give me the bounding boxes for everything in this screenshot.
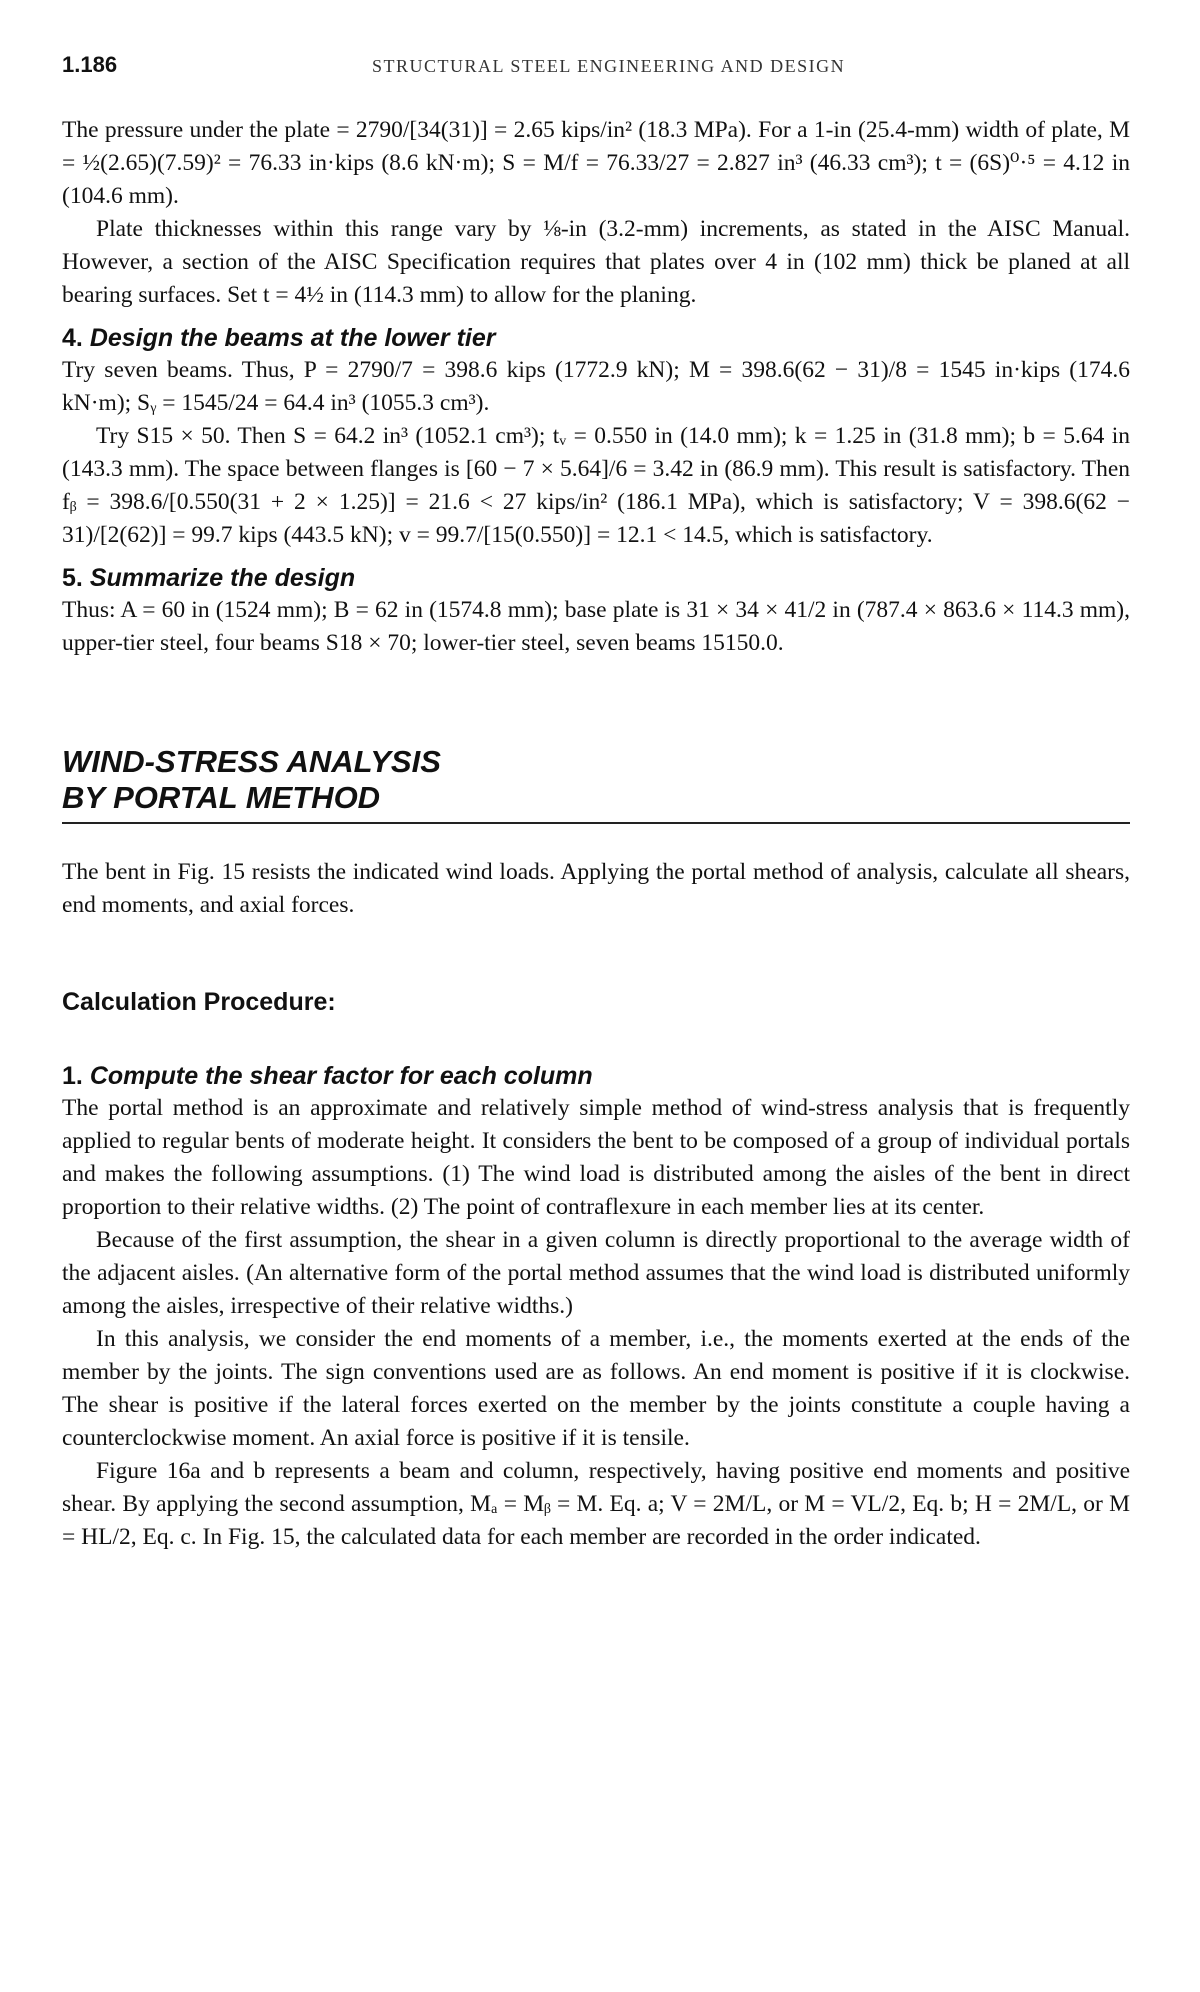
paragraph-sign-conventions: In this analysis, we consider the end moments of a member, i.e., the moments exerted at the ends of the member by the joints. The sign conventions used are as follows. An end moment is positive if it is clockwise. The shear is positive if the lateral forces exerted on the member by the joints constitute a couple having a counterclockwise moment. An axial force is positive if it is tensile. — [62, 1326, 1130, 1451]
step-4-number: 4. — [62, 324, 83, 352]
calculation-procedure-heading: Calculation Procedure: — [62, 988, 336, 1016]
paragraph-shear-proportion: Because of the first assumption, the shear in a given column is directly proportional to the average width of the adjacent aisles. (An alternative form of the portal method assumes that the wind load is distributed uniformly among the aisles, irrespective of their relative widths.) — [62, 1227, 1130, 1319]
procedure-step-1-title: Compute the shear factor for each column — [89, 1062, 593, 1090]
paragraph-plate-thickness: Plate thicknesses within this range vary by ⅛-in (3.2-mm) increments, as stated in the AISC Manual. However, a section of the AISC Specification requires that plates over 4 in (102 mm) thick be planed at all bearing surfaces. Set t = 4½ in (114.3 mm) to allow for the planing. — [62, 216, 1130, 308]
page-number: 1.186 — [62, 52, 118, 77]
paragraph-figure-16: Figure 16a and b represents a beam and column, respectively, having positive end moments and positive shear. By applying the second assumption, Mₐ = Mᵦ = M. Eq. a; V = 2M/L, or M = VL/2, Eq. b; H = 2M/L, or M = HL/2, Eq. c. In Fig. 15, the calculated data for each member are recorded in the order indicated. — [62, 1458, 1130, 1550]
section-title-line-2: BY PORTAL METHOD — [62, 780, 381, 815]
paragraph-portal-method: The portal method is an approximate and relatively simple method of wind-stress analysis that is frequently applied to regular bents of moderate height. It considers the bent to be composed of a group of individual portals and makes the following assumptions. (1) The wind load is distributed among the aisles of the bent in direct proportion to their relative widths. (2) The point of contraflexure in each member lies at its center. — [62, 1095, 1130, 1220]
section-title — [62, 744, 1130, 816]
document-page — [62, 52, 1130, 1554]
step-5-title: Summarize the design — [89, 564, 356, 592]
paragraph-seven-beams: Try seven beams. Thus, P = 2790/7 = 398.6 kips (1772.9 kN); M = 398.6(62 − 31)/8 = 1545 in·kips (174.6 kN·m); Sᵧ = 1545/24 = 64.4 in³ (1055.3 cm³). — [62, 357, 1130, 416]
paragraph-section-intro: The bent in Fig. 15 resists the indicated wind loads. Applying the portal method of analysis, calculate all shears, end moments, and axial forces. — [62, 859, 1130, 918]
paragraph-plate-pressure: The pressure under the plate = 2790/[34(31)] = 2.65 kips/in² (18.3 MPa). For a 1-in (25.4-mm) width of plate, M = ½(2.65)(7.59)² = 76.33 in·kips (8.6 kN·m); S = M/f = 76.33/27 = 2.827 in³ (46.33 cm³); t = (6S)⁰·⁵ = 4.12 in (104.6 mm). — [62, 117, 1130, 209]
step-5-heading — [62, 562, 1130, 594]
running-title: STRUCTURAL STEEL ENGINEERING AND DESIGN — [372, 56, 846, 76]
paragraph-s15-trial: Try S15 × 50. Then S = 64.2 in³ (1052.1 cm³); tᵥ = 0.550 in (14.0 mm); k = 1.25 in (31.8 mm); b = 5.64 in (143.3 mm). The space between flanges is [60 − 7 × 5.64]/6 = 3.42 in (86.9 mm). This result is satisfactory. Then fᵦ = 398.6/[0.550(31 + 2 × 1.25)] = 21.6 < 27 kips/in² (186.1 MPa), which is satisfactory; V = 398.6(62 − 31)/[2(62)] = 99.7 kips (443.5 kN); v = 99.7/[15(0.550)] = 12.1 < 14.5, which is satisfactory. — [62, 423, 1130, 548]
running-head — [62, 52, 1130, 86]
section-title-line-1: WIND-STRESS ANALYSIS — [62, 744, 441, 779]
procedure-step-1-number: 1. — [62, 1062, 83, 1090]
step-5-number: 5. — [62, 564, 83, 592]
step-4-heading — [62, 322, 1130, 354]
paragraph-design-summary: Thus: A = 60 in (1524 mm); B = 62 in (1574.8 mm); base plate is 31 × 34 × 41/2 in (787.4 × 863.6 × 114.3 mm), upper-tier steel, four beams S18 × 70; lower-tier steel, seven beams 15150.0. — [62, 597, 1130, 656]
step-4-title: Design the beams at the lower tier — [89, 324, 496, 352]
procedure-step-1-heading — [62, 1060, 1130, 1092]
